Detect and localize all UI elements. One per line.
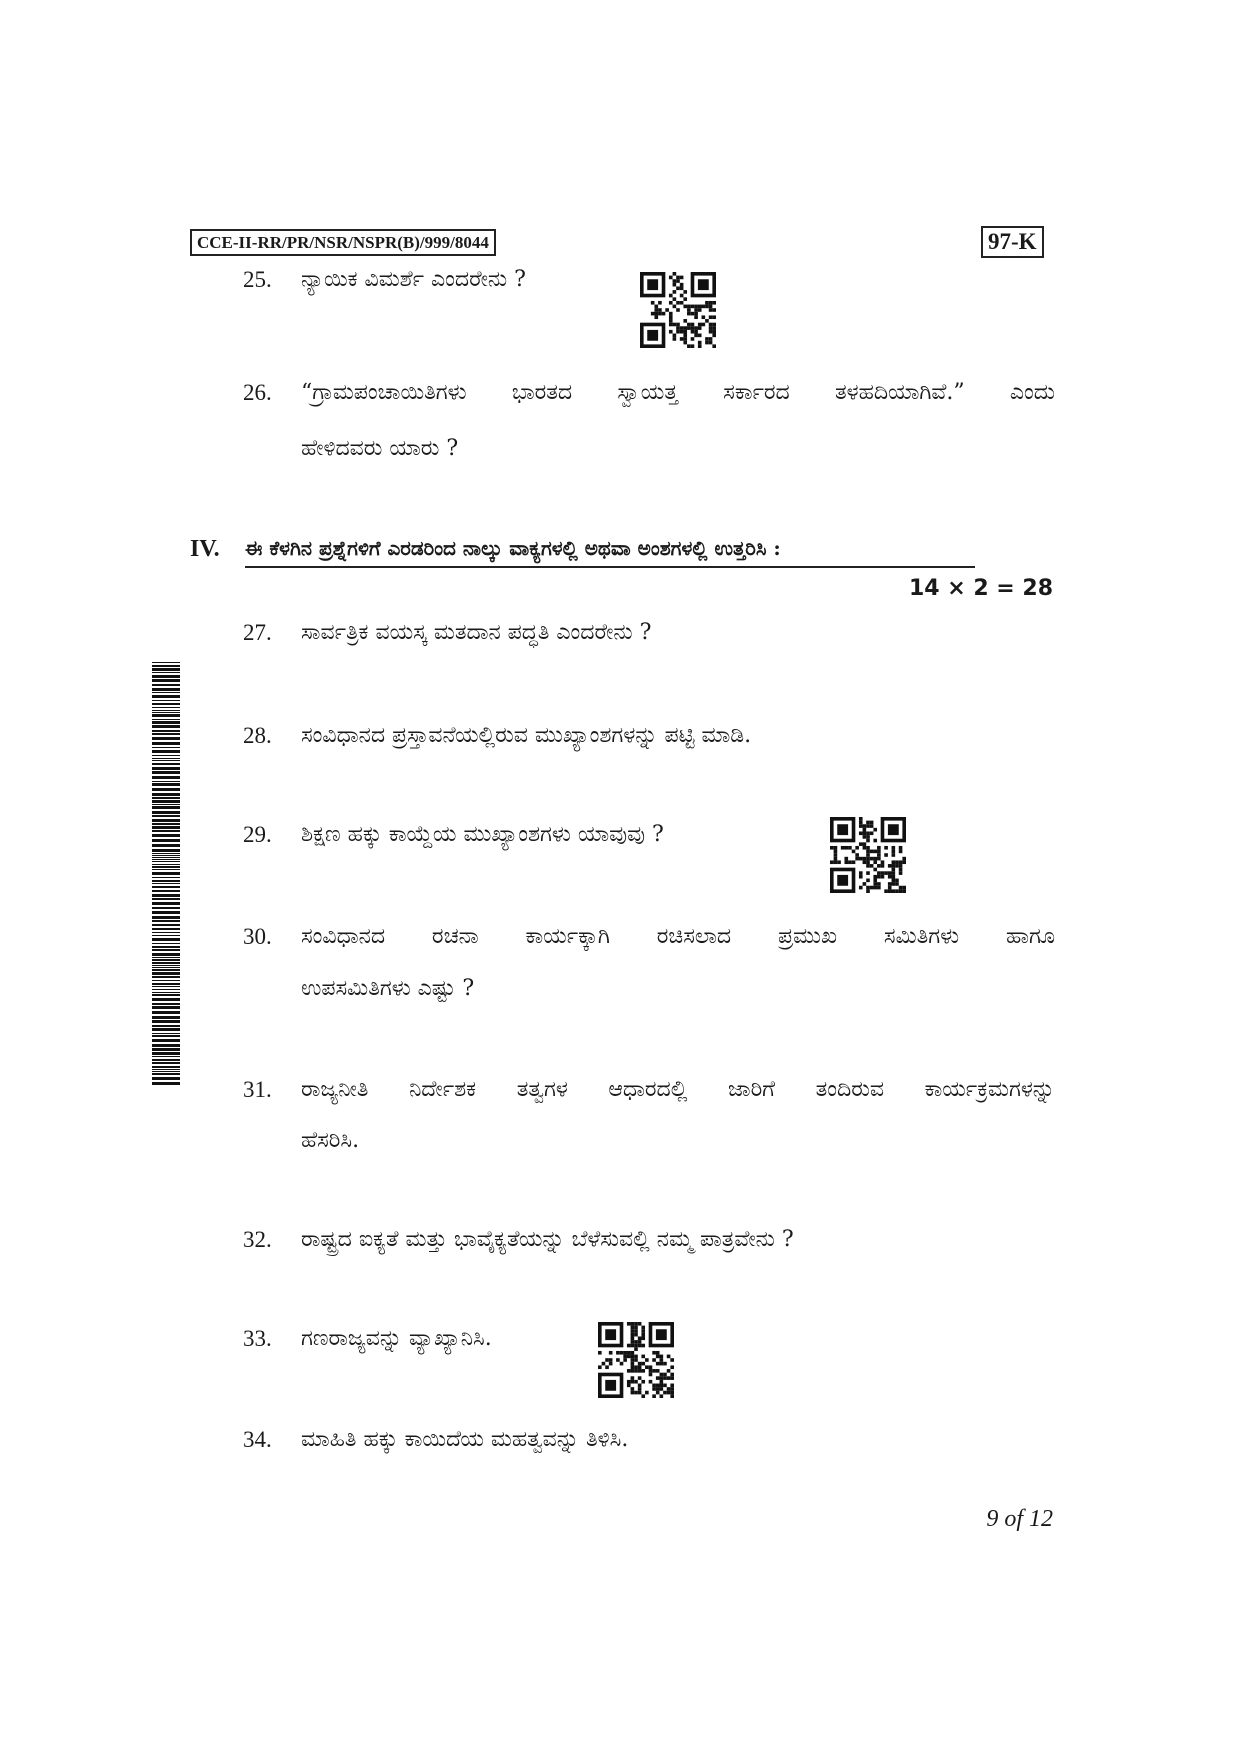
question-text: ಸಾರ್ವತ್ರಿಕ ವಯಸ್ಕ ಮತದಾನ ಪದ್ಧತಿ ಎಂದರೇನು ? [301, 620, 652, 645]
question-text: “ಗ್ರಾಮಪಂಚಾಯಿತಿಗಳು ಭಾರತದ ಸ್ವಾಯತ್ತ ಸರ್ಕಾರದ ತಳಹದಿಯಾಗಿವೆ.” ಎಂದು [301, 380, 1055, 405]
question-number: 27. [243, 620, 272, 645]
question-number: 30. [243, 924, 272, 949]
question-number: 33. [243, 1326, 272, 1351]
question-text: ಸಂವಿಧಾನದ ರಚನಾ ಕಾರ್ಯಕ್ಕಾಗಿ ರಚಿಸಲಾದ ಪ್ರಮುಖ ಸಮಿತಿಗಳು ಹಾಗೂ [301, 924, 1055, 949]
section-instruction: ಈ ಕೆಳಗಿನ ಪ್ರಶ್ನೆಗಳಿಗೆ ಎರಡರಿಂದ ನಾಲ್ಕು ವಾಕ್ಯಗಳಲ್ಲಿ ಅಥವಾ ಅಂಶಗಳಲ್ಲಿ ಉತ್ತರಿಸಿ : [245, 536, 975, 568]
question-30 [243, 923, 1055, 951]
question-continuation: ಉಪಸಮಿತಿಗಳು ಎಷ್ಟು ? [301, 976, 475, 1001]
question-27 [243, 619, 1055, 647]
paper-code: CCE-II-RR/PR/NSR/NSPR(B)/999/8044 [190, 229, 496, 256]
barcode-icon [152, 662, 180, 1087]
question-continuation: ಹೇಳಿದವರು ಯಾರು ? [301, 436, 459, 461]
question-31 [243, 1076, 1055, 1104]
qr-code-icon[interactable] [598, 1322, 674, 1398]
qr-code-icon[interactable] [640, 272, 716, 348]
section-marks: 14 × 2 = 28 [908, 576, 1053, 601]
question-text: ಗಣರಾಜ್ಯವನ್ನು ವ್ಯಾಖ್ಯಾನಿಸಿ. [301, 1326, 492, 1351]
question-text: ಶಿಕ್ಷಣ ಹಕ್ಕು ಕಾಯ್ದೆಯ ಮುಖ್ಯಾಂಶಗಳು ಯಾವುವು ? [301, 822, 664, 847]
question-number: 28. [243, 723, 272, 748]
section-number: IV. [190, 536, 220, 562]
question-text: ಸಂವಿಧಾನದ ಪ್ರಸ್ತಾವನೆಯಲ್ಲಿರುವ ಮುಖ್ಯಾಂಶಗಳನ್ನು ಪಟ್ಟಿ ಮಾಡಿ. [301, 723, 752, 748]
qr-code-icon[interactable] [830, 817, 906, 893]
question-number: 32. [243, 1227, 272, 1252]
question-29 [243, 821, 1055, 849]
question-32 [243, 1226, 1055, 1254]
question-number: 31. [243, 1077, 272, 1102]
question-text: ನ್ಯಾಯಿಕ ವಿಮರ್ಶೆ ಎಂದರೇನು ? [301, 267, 526, 292]
question-text: ರಾಜ್ಯನೀತಿ ನಿರ್ದೇಶಕ ತತ್ವಗಳ ಆಧಾರದಲ್ಲಿ ಜಾರಿಗೆ ತಂದಿರುವ ಕಾರ್ಯಕ್ರಮಗಳನ್ನು [301, 1077, 1055, 1102]
paper-tag: 97-K [981, 226, 1044, 258]
question-34 [243, 1426, 1055, 1454]
question-continuation: ಹೆಸರಿಸಿ. [301, 1128, 360, 1153]
question-text: ರಾಷ್ಟ್ರದ ಐಕ್ಯತೆ ಮತ್ತು ಭಾವೈಕ್ಯತೆಯನ್ನು ಬೆಳೆಸುವಲ್ಲಿ ನಮ್ಮ ಪಾತ್ರವೇನು ? [301, 1227, 794, 1252]
question-number: 25. [243, 267, 272, 292]
question-number: 34. [243, 1427, 272, 1452]
page-number: 9 of 12 [986, 1506, 1053, 1532]
question-28 [243, 722, 1055, 750]
question-text: ಮಾಹಿತಿ ಹಕ್ಕು ಕಾಯಿದೆಯ ಮಹತ್ವವನ್ನು ತಿಳಿಸಿ. [301, 1427, 629, 1452]
question-26 [243, 379, 1055, 407]
question-number: 29. [243, 822, 272, 847]
question-number: 26. [243, 380, 272, 405]
